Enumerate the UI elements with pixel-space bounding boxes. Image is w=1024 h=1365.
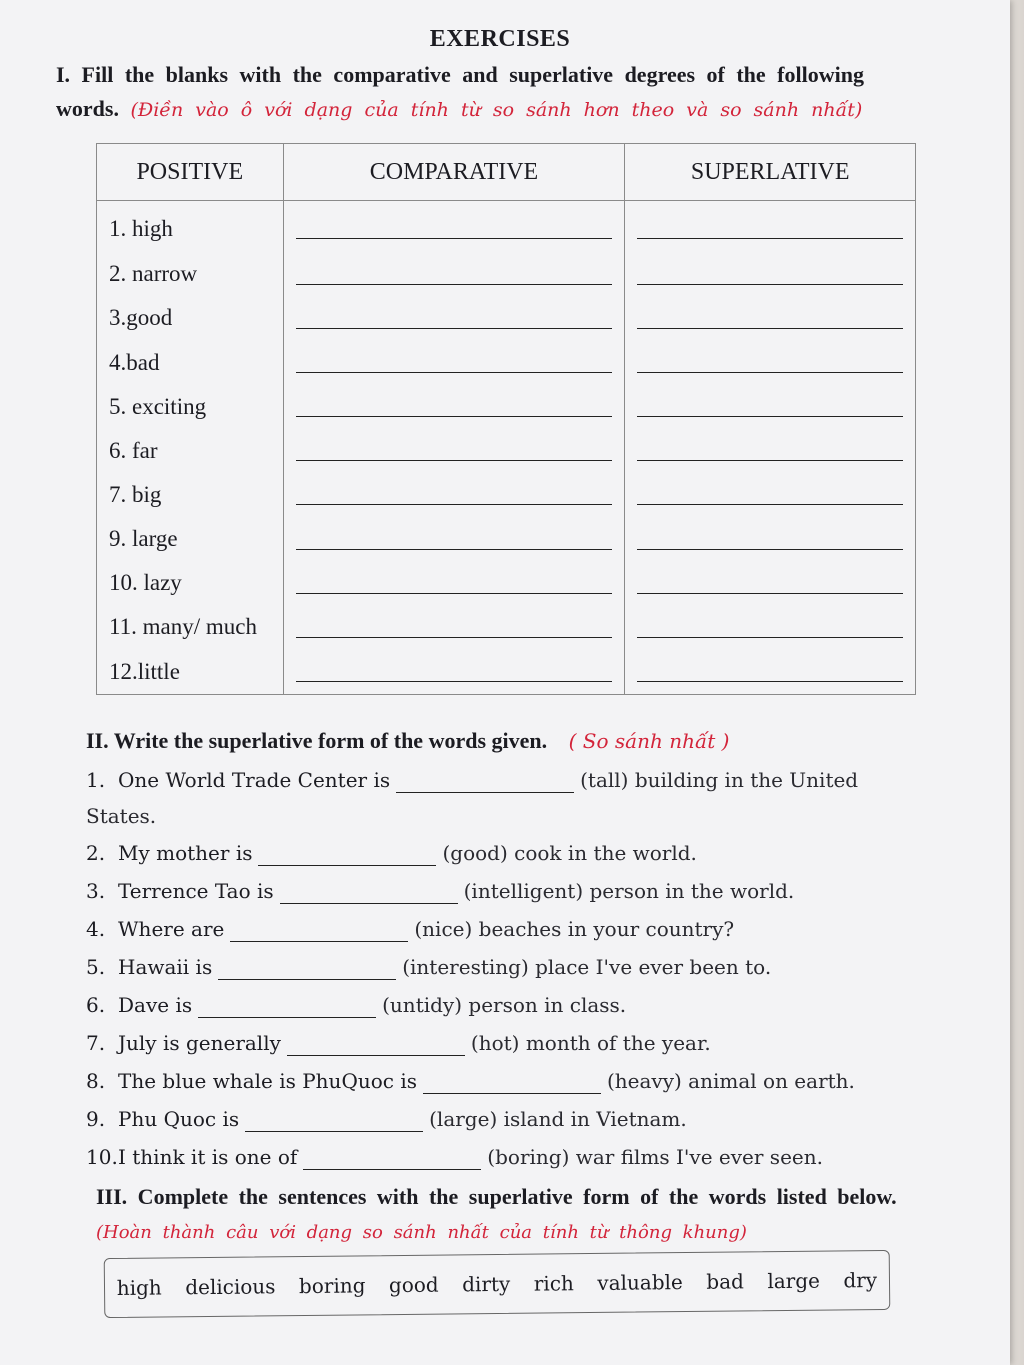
comparative-blank[interactable] — [283, 561, 625, 605]
answer-line[interactable] — [637, 661, 903, 682]
item-text-after: (untidy) person in class. — [382, 993, 627, 1017]
answer-line[interactable] — [637, 617, 903, 638]
exercise-item — [86, 834, 916, 872]
word-bank-item: delicious — [185, 1274, 276, 1300]
answer-blank[interactable] — [245, 1109, 423, 1132]
superlative-blank[interactable] — [625, 201, 916, 253]
exercise-item — [86, 948, 916, 986]
answer-blank[interactable] — [258, 843, 436, 866]
positive-word: 3.good — [97, 296, 284, 340]
word-bank-item: valuable — [597, 1270, 683, 1295]
positive-word: 2. narrow — [97, 252, 284, 296]
comparative-blank[interactable] — [283, 429, 625, 473]
superlative-blank[interactable] — [625, 252, 916, 296]
word-bank-item: boring — [298, 1273, 366, 1299]
positive-word: 11. many/ much — [97, 605, 284, 649]
answer-line[interactable] — [637, 352, 903, 373]
item-number: 5. — [86, 955, 106, 979]
answer-line[interactable] — [296, 573, 613, 594]
answer-blank[interactable] — [423, 1071, 601, 1094]
section1-heading — [56, 58, 926, 127]
table-row — [97, 296, 916, 340]
section2 — [86, 728, 916, 1176]
item-text-before: Dave is — [118, 993, 193, 1017]
answer-line[interactable] — [296, 352, 613, 373]
answer-line[interactable] — [637, 440, 903, 461]
table-row — [97, 517, 916, 561]
positive-word: 9. large — [97, 517, 284, 561]
table-row — [97, 605, 916, 649]
answer-line[interactable] — [637, 264, 903, 285]
superlative-blank[interactable] — [625, 517, 916, 561]
item-text-before: The blue whale is PhuQuoc is — [118, 1069, 417, 1093]
item-text-before: My mother is — [118, 841, 253, 865]
answer-line[interactable] — [296, 264, 613, 285]
positive-word: 4.bad — [97, 341, 284, 385]
item-number: 3. — [86, 879, 106, 903]
item-number: 9. — [86, 1107, 106, 1131]
table-row — [97, 473, 916, 517]
answer-line[interactable] — [296, 396, 613, 417]
item-text-after: (tall) building in the United States. — [86, 768, 859, 828]
exercise-item — [86, 1138, 916, 1176]
positive-word: 7. big — [97, 473, 284, 517]
item-number: 10. — [86, 1145, 118, 1169]
section3-heading: III. Complete the sentences with the superlative form of the words listed below. (Hoàn thành câu với dạng so sánh nhất của tính từ thông khung) — [96, 1184, 897, 1243]
positive-word: 1. high — [97, 201, 284, 253]
positive-word: 10. lazy — [97, 561, 284, 605]
superlative-blank[interactable] — [625, 561, 916, 605]
comparison-table — [96, 143, 916, 695]
answer-line[interactable] — [296, 529, 613, 550]
word-bank-item: dirty — [462, 1271, 511, 1297]
word-bank-item: dry — [843, 1268, 878, 1293]
exercise-item — [86, 762, 916, 834]
answer-line[interactable] — [637, 308, 903, 329]
item-text-after: (hot) month of the year. — [470, 1031, 711, 1055]
exercise-item — [86, 1062, 916, 1100]
answer-blank[interactable] — [280, 881, 458, 904]
comparative-blank[interactable] — [283, 385, 625, 429]
table-row — [97, 385, 916, 429]
table-row — [97, 561, 916, 605]
section2-handwritten-note: ( So sánh nhất ) — [568, 729, 730, 753]
item-number: 8. — [86, 1069, 106, 1093]
item-number: 7. — [86, 1031, 106, 1055]
answer-blank[interactable] — [218, 957, 396, 980]
header-comparative: COMPARATIVE — [283, 144, 625, 201]
answer-line[interactable] — [637, 396, 903, 417]
word-bank-item: high — [116, 1275, 162, 1300]
comparative-blank[interactable] — [283, 473, 625, 517]
superlative-blank[interactable] — [625, 649, 916, 694]
superlative-blank[interactable] — [625, 296, 916, 340]
exercise-item — [86, 1024, 916, 1062]
comparative-blank[interactable] — [283, 252, 625, 296]
comparative-blank[interactable] — [283, 341, 625, 385]
answer-blank[interactable] — [198, 995, 376, 1018]
item-text-before: Hawaii is — [118, 955, 213, 979]
item-text-before: I think it is one of — [118, 1145, 298, 1169]
table-row — [97, 341, 916, 385]
section1-handwritten-note: (Điền vào ô với dạng của tính từ so sánh hơn theo và so sánh nhất) — [130, 99, 863, 121]
word-bank-item: large — [767, 1268, 821, 1294]
item-text-before: July is generally — [118, 1031, 281, 1055]
item-text-after: (interesting) place I've ever been to. — [402, 955, 772, 979]
answer-blank[interactable] — [230, 919, 408, 942]
table-row — [97, 252, 916, 296]
item-number: 2. — [86, 841, 106, 865]
exercise-item — [86, 986, 916, 1024]
header-positive: POSITIVE — [97, 144, 284, 201]
answer-line[interactable] — [296, 484, 613, 505]
header-superlative: SUPERLATIVE — [625, 144, 916, 201]
answer-line[interactable] — [296, 617, 613, 638]
item-text-after: (intelligent) person in the world. — [463, 879, 795, 903]
answer-line[interactable] — [296, 440, 613, 461]
item-text-before: One World Trade Center is — [118, 768, 391, 792]
item-number: 1. — [86, 768, 106, 792]
section3-handwritten-note: (Hoàn thành câu với dạng so sánh nhất của tính từ thông khung) — [96, 1222, 747, 1243]
positive-word: 5. exciting — [97, 385, 284, 429]
superlative-blank[interactable] — [625, 605, 916, 649]
answer-blank[interactable] — [303, 1147, 481, 1170]
word-bank — [104, 1250, 891, 1318]
superlative-blank[interactable] — [625, 341, 916, 385]
answer-line[interactable] — [637, 484, 903, 505]
item-text-before: Where are — [118, 917, 225, 941]
item-text-before: Terrence Tao is — [118, 879, 274, 903]
exercise-item — [86, 910, 916, 948]
answer-blank[interactable] — [396, 770, 574, 793]
section2-heading: II. Write the superlative form of the words given. ( So sánh nhất ) — [86, 728, 730, 753]
comparative-blank[interactable] — [283, 605, 625, 649]
comparative-blank[interactable] — [283, 296, 625, 340]
item-text-after: (large) island in Vietnam. — [429, 1107, 687, 1131]
item-number: 4. — [86, 917, 106, 941]
comparative-blank[interactable] — [283, 649, 625, 694]
answer-line[interactable] — [296, 308, 613, 329]
positive-word: 12.little — [97, 649, 284, 694]
superlative-blank[interactable] — [625, 429, 916, 473]
answer-blank[interactable] — [287, 1033, 465, 1056]
answer-line[interactable] — [637, 529, 903, 550]
word-bank-item: rich — [533, 1271, 574, 1296]
answer-line[interactable] — [296, 218, 613, 239]
word-bank-item: good — [388, 1272, 439, 1298]
page-title: EXERCISES — [429, 26, 571, 52]
answer-line[interactable] — [637, 573, 903, 594]
item-number: 6. — [86, 993, 106, 1017]
exercise-item — [86, 872, 916, 910]
section1-instruction: I. Fill the blanks with the comparative and superlative degrees of the following words. — [56, 62, 864, 121]
positive-word: 6. far — [97, 429, 284, 473]
item-text-after: (heavy) animal on earth. — [606, 1069, 855, 1093]
comparative-blank[interactable] — [283, 517, 625, 561]
answer-line[interactable] — [296, 661, 613, 682]
superlative-blank[interactable] — [625, 385, 916, 429]
item-text-after: (boring) war films I've ever seen. — [487, 1145, 823, 1169]
table-row — [97, 429, 916, 473]
item-text-after: (good) cook in the world. — [442, 841, 697, 865]
item-text-before: Phu Quoc is — [118, 1107, 240, 1131]
answer-line[interactable] — [637, 218, 903, 239]
table-row — [97, 649, 916, 694]
item-text-after: (nice) beaches in your country? — [414, 917, 735, 941]
table-row — [97, 201, 916, 253]
superlative-blank[interactable] — [625, 473, 916, 517]
comparative-blank[interactable] — [283, 201, 625, 253]
exercise-item — [86, 1100, 916, 1138]
word-bank-item: bad — [706, 1269, 744, 1294]
